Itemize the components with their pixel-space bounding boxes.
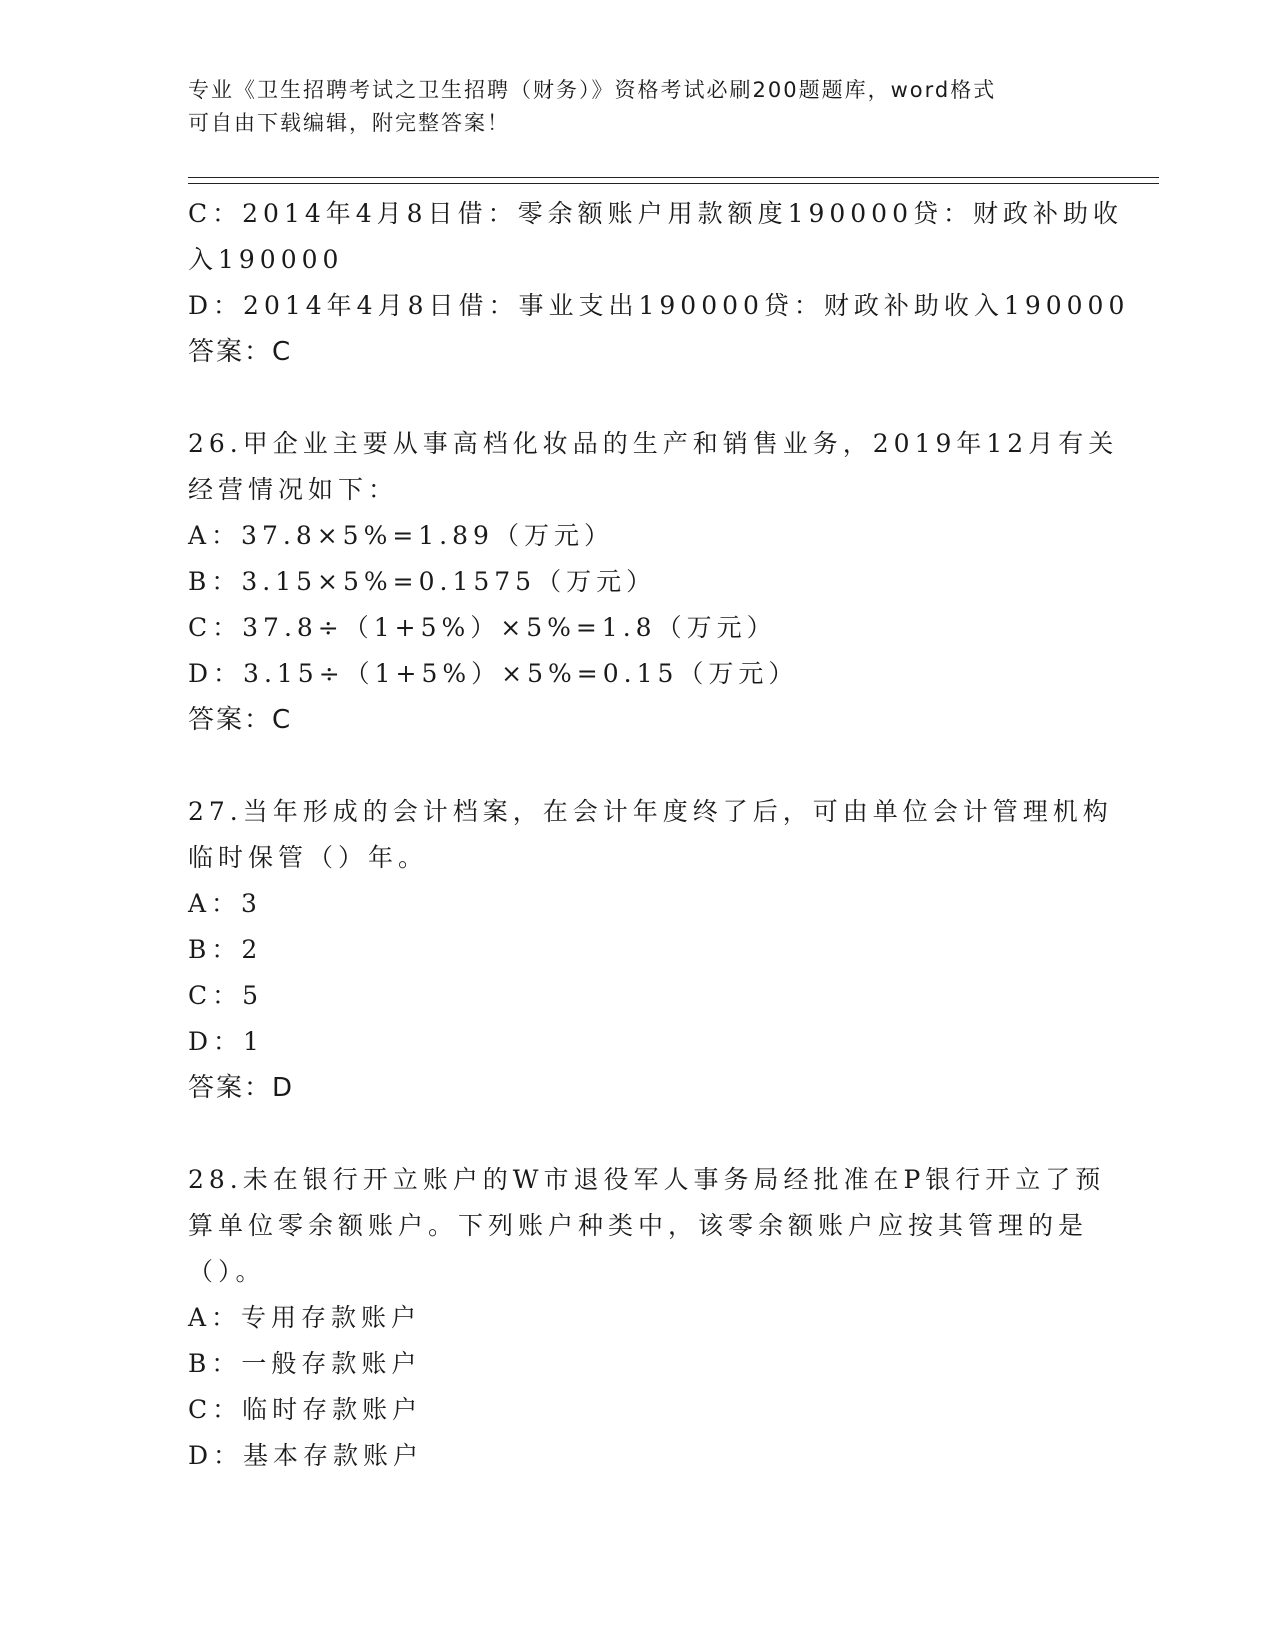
header-line-2: 可自由下载编辑，附完整答案！ <box>188 111 510 135</box>
document-header <box>188 74 1068 140</box>
header-divider-top <box>188 177 1159 178</box>
option-d: D：基本存款账户 <box>188 1441 424 1470</box>
header-divider-bottom <box>188 183 1159 184</box>
question-stem-line-2: 经营情况如下： <box>188 475 399 504</box>
option-a: A：专用存款账户 <box>188 1303 422 1332</box>
header-line-1: 专业《卫生招聘考试之卫生招聘（财务）》资格考试必刷200题题库，word格式 <box>188 78 997 102</box>
question-25-tail <box>188 191 1130 375</box>
option-c: C：5 <box>188 981 264 1010</box>
spacer <box>188 375 1078 421</box>
question-stem-line-1: 26.甲企业主要从事高档化妆品的生产和销售业务，2019年12月有关 <box>188 429 1119 458</box>
option-d: D：1 <box>188 1027 264 1056</box>
question-stem-line-2: 临时保管（）年。 <box>188 843 429 872</box>
question-stem-line-3: （）。 <box>188 1257 266 1286</box>
question-28 <box>188 1157 1106 1479</box>
answer: 答案：C <box>188 337 293 367</box>
option-c: C：临时存款账户 <box>188 1395 423 1424</box>
question-27 <box>188 789 1113 1111</box>
answer: 答案：D <box>188 1073 295 1103</box>
option-a: A：3 <box>188 889 262 918</box>
option-b: B：一般存款账户 <box>188 1349 422 1378</box>
spacer <box>188 1111 1078 1157</box>
answer: 答案：C <box>188 705 293 735</box>
option-c: C：37.8÷（1+5%）×5%=1.8（万元） <box>188 613 777 642</box>
option-a: A：37.8×5%=1.89（万元） <box>188 521 614 550</box>
option-d: D：2014年4月8日借：事业支出190000贷：财政补助收入190000 <box>188 291 1130 320</box>
option-b: B：3.15×5%=0.1575（万元） <box>188 567 657 596</box>
spacer <box>188 743 1078 789</box>
option-b: B：2 <box>188 935 263 964</box>
question-26 <box>188 421 1119 743</box>
question-stem-line-2: 算单位零余额账户。下列账户种类中，该零余额账户应按其管理的是 <box>188 1211 1089 1240</box>
option-c-line-2: 入190000 <box>188 245 344 274</box>
question-stem-line-1: 28.未在银行开立账户的W市退役军人事务局经批准在P银行开立了预 <box>188 1165 1106 1194</box>
option-c-line-1: C：2014年4月8日借：零余额账户用款额度190000贷：财政补助收 <box>188 199 1123 228</box>
question-list <box>188 191 1130 1479</box>
option-d: D：3.15÷（1+5%）×5%=0.15（万元） <box>188 659 799 688</box>
question-stem-line-1: 27.当年形成的会计档案，在会计年度终了后，可由单位会计管理机构 <box>188 797 1113 826</box>
